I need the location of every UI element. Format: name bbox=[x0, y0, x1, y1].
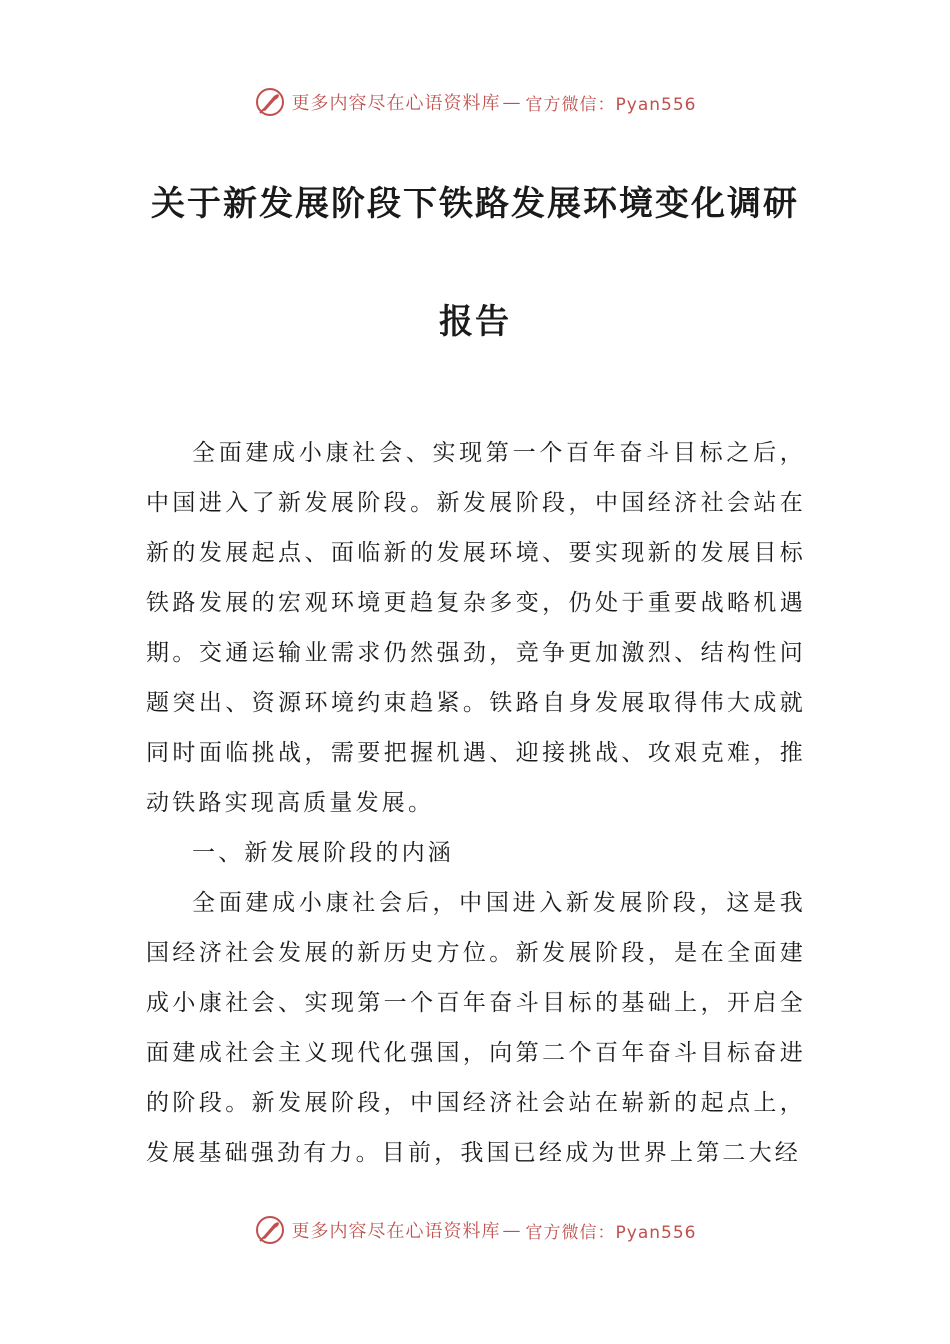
banner-text: 更多内容尽在心语资料库 bbox=[291, 1221, 501, 1242]
quill-pen-logo-icon bbox=[254, 1214, 286, 1246]
banner-contact: 官方微信：Pyan556 bbox=[525, 94, 697, 115]
header-banner bbox=[0, 82, 950, 122]
banner-contact: 官方微信：Pyan556 bbox=[525, 1222, 697, 1243]
paragraph-intro: 全面建成小康社会、实现第一个百年奋斗目标之后，中国进入了新发展阶段。新发展阶段，中国经济社会站在新的发展起点、面临新的发展环境、要实现新的发展目标铁路发展的宏观环境更趋复杂多变，仍处于重要战略机遇期。交通运输业需求仍然强劲，竞争更加激烈、结构性问题突出、资源环境约束趋紧。铁路自身发展取得伟大成就同时面临挑战，需要把握机遇、迎接挑战、攻艰克难，推动铁路实现高质量发展。 bbox=[146, 440, 806, 816]
document-title-line-1: 关于新发展阶段下铁路发展环境变化调研 bbox=[151, 184, 799, 224]
section-heading: 一、新发展阶段的内涵 bbox=[192, 840, 454, 866]
banner-text: 更多内容尽在心语资料库 bbox=[291, 93, 501, 114]
banner-separator: — bbox=[502, 91, 522, 113]
footer-banner bbox=[0, 1210, 950, 1250]
banner-separator: — bbox=[502, 1219, 522, 1241]
paragraph-section-1: 全面建成小康社会后，中国进入新发展阶段，这是我国经济社会发展的新历史方位。新发展阶段，是在全面建成小康社会、实现第一个百年奋斗目标的基础上，开启全面建成社会主义现代化强国，向第二个百年奋斗目标奋进的阶段。新发展阶段，中国经济社会站在崭新的起点上，发展基础强劲有力。目前，我国已经成为世界上第二大经 bbox=[146, 890, 806, 1166]
quill-pen-logo-icon bbox=[254, 86, 286, 118]
document-body bbox=[146, 428, 806, 1178]
document-title-line-2: 报告 bbox=[439, 302, 511, 342]
